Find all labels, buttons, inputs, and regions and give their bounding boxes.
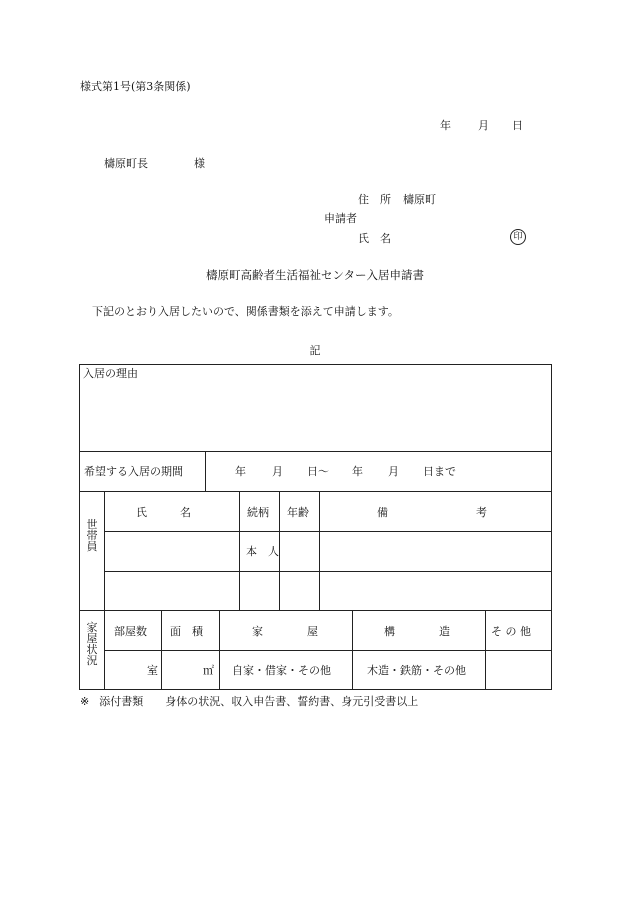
col-age-header: 年齢 [287, 506, 309, 519]
structure-options: 木造・鉄筋・その他 [367, 664, 466, 677]
period-day-1: 日〜 [307, 465, 329, 478]
col-rooms-header: 部屋数 [114, 625, 147, 638]
area-unit: ㎡ [203, 664, 214, 677]
attachments-label: 添付書類 [99, 695, 144, 708]
form-number: 様式第1号(第3条関係) [80, 80, 191, 93]
household-label: 世帯員 [86, 518, 98, 553]
rule-after-period [79, 491, 552, 492]
rule-category-divider [104, 491, 105, 690]
table-border-top [79, 364, 552, 365]
date-month-label: 月 [478, 119, 489, 132]
name-label: 氏 名 [358, 232, 391, 245]
col-area-header: 面 積 [170, 625, 203, 638]
col-name-header: 氏 名 [136, 506, 191, 519]
rule-household-relation [279, 491, 280, 611]
rule-housing-house [352, 610, 353, 690]
rule-period-divider [205, 451, 206, 492]
rule-after-reason [79, 451, 552, 452]
application-table [79, 364, 552, 690]
rule-household-age [319, 491, 320, 611]
rule-household-1 [104, 531, 552, 532]
col-relation-header: 続柄 [247, 506, 269, 519]
rule-housing-rooms [161, 610, 162, 690]
attachments-mark: ※ [80, 695, 90, 708]
table-border-bottom [79, 689, 552, 690]
addressee-line [104, 158, 205, 169]
housing-label: 家屋状況 [86, 621, 98, 667]
address-label: 住 所 [358, 193, 391, 206]
address-value: 檮原町 [403, 193, 436, 206]
period-month-2: 月 [388, 465, 399, 478]
col-other-header: そ の 他 [491, 625, 531, 638]
col-house-header: 家 屋 [252, 625, 318, 638]
self-relation: 本 人 [246, 545, 279, 558]
rule-housing-structure [485, 610, 486, 690]
address-row [358, 194, 436, 205]
table-border-right [551, 364, 552, 690]
seal-mark: 印 [510, 229, 526, 245]
house-options: 自家・借家・その他 [232, 664, 331, 677]
reason-label: 入居の理由 [83, 367, 138, 380]
table-border-left [79, 364, 80, 690]
period-label: 希望する入居の期間 [84, 465, 183, 478]
addressee-name: 檮原町長 [104, 157, 148, 170]
rule-household-2 [104, 571, 552, 572]
attachments-value: 身体の状況、収入申告書、誓約書、身元引受書以上 [165, 695, 419, 708]
ki-label: 記 [309, 344, 321, 357]
col-structure-header: 構 造 [384, 625, 450, 638]
date-day-label: 日 [512, 119, 523, 132]
period-year-2: 年 [352, 465, 363, 478]
period-day-2: 日まで [423, 465, 456, 478]
period-month-1: 月 [272, 465, 283, 478]
rooms-unit: 室 [147, 664, 158, 677]
attachments-note [80, 696, 418, 707]
rule-housing-area [219, 610, 220, 690]
period-year-1: 年 [235, 465, 246, 478]
date-year-label: 年 [440, 119, 451, 132]
addressee-honorific: 様 [194, 157, 205, 170]
applicant-label: 申請者 [324, 212, 357, 225]
intro-text: 下記のとおり入居したいので、関係書類を添えて申請します。 [92, 305, 399, 318]
col-remarks-header: 備 考 [377, 506, 487, 519]
document-title: 檮原町高齢者生活福祉センター入居申請書 [205, 268, 425, 282]
rule-after-household [79, 610, 552, 611]
rule-household-name [239, 491, 240, 611]
